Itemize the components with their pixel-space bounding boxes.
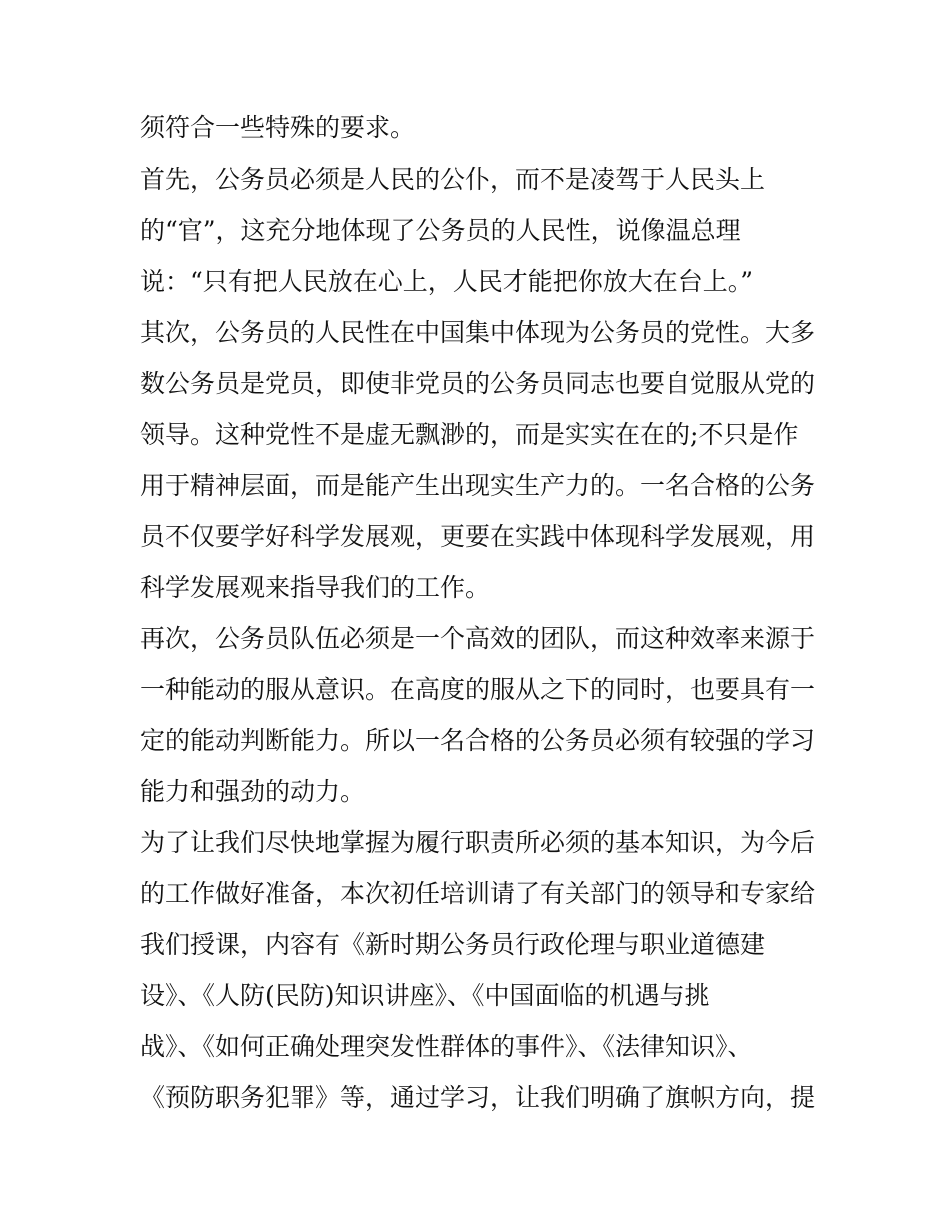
text-line: 领导。这种党性不是虚无飘渺的，而是实实在在的;不只是作 xyxy=(140,420,799,449)
text-line: 员不仅要学好科学发展观，更要在实践中体现科学发展观，用 xyxy=(140,522,816,551)
text-line: 的工作做好准备，本次初任培训请了有关部门的领导和专家给 xyxy=(140,879,816,908)
text-line: 能力和强劲的动力。 xyxy=(140,777,366,806)
text-line: 首先，公务员必须是人民的公仆，而不是凌驾于人民头上 xyxy=(140,165,766,194)
text-line: 用于精神层面，而是能产生出现实生产力的。一名合格的公务 xyxy=(140,471,816,500)
text-line: 数公务员是党员，即使非党员的公务员同志也要自觉服从党的 xyxy=(140,369,816,398)
text-line: 《预防职务犯罪》等，通过学习，让我们明确了旗帜方向，提 xyxy=(140,1083,816,1112)
text-line: 一种能动的服从意识。在高度的服从之下的同时，也要具有一 xyxy=(140,675,816,704)
text-line: 说：“只有把人民放在心上，人民才能把你放大在台上。” xyxy=(140,267,754,296)
text-line: 须符合一些特殊的要求。 xyxy=(140,113,416,142)
text-line: 科学发展观来指导我们的工作。 xyxy=(140,573,491,602)
text-line: 为了让我们尽快地掌握为履行职责所必须的基本知识，为今后 xyxy=(140,828,816,857)
text-line: 设》、《人防(民防)知识讲座》、《中国面临的机遇与挑 xyxy=(140,981,710,1010)
text-line: 的“官”，这充分地体现了公务员的人民性，说像温总理 xyxy=(140,216,741,245)
text-line: 战》、《如何正确处理突发性群体的事件》、《法律知识》、 xyxy=(140,1032,753,1061)
text-line: 我们授课，内容有《新时期公务员行政伦理与职业道德建 xyxy=(140,930,766,959)
text-line: 定的能动判断能力。所以一名合格的公务员必须有较强的学习 xyxy=(140,726,816,755)
text-line: 再次，公务员队伍必须是一个高效的团队，而这种效率来源于 xyxy=(140,624,816,653)
text-line: 其次，公务员的人民性在中国集中体现为公务员的党性。大多 xyxy=(140,318,816,347)
